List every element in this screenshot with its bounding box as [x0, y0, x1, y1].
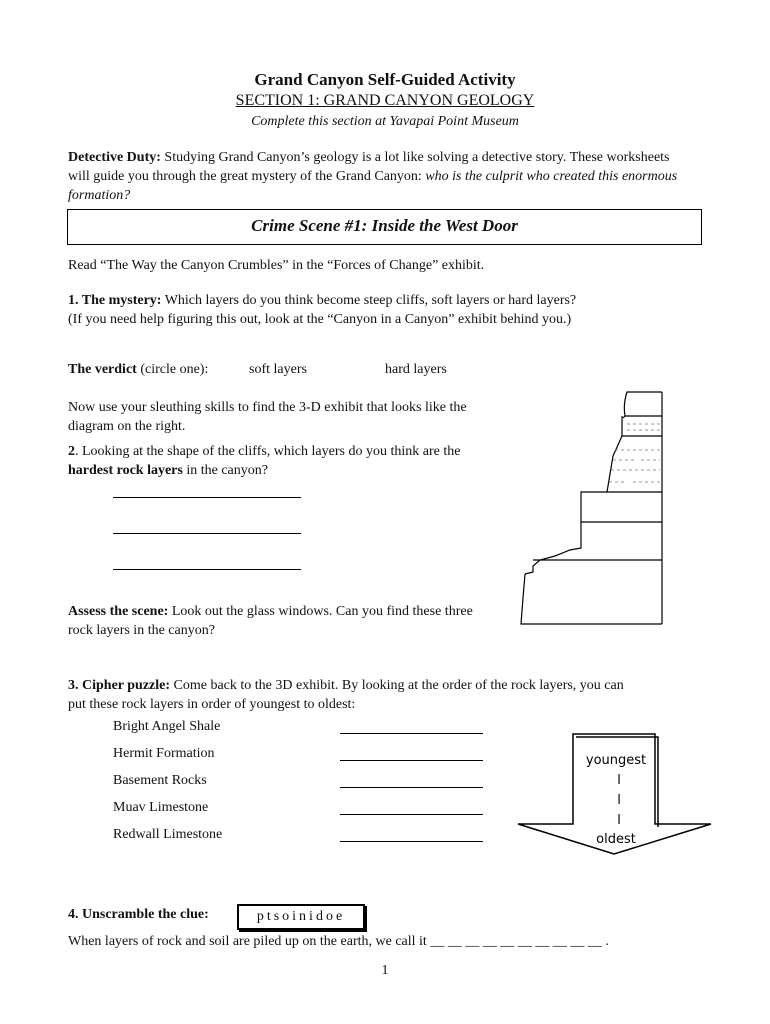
scrambled-word-box: ptsoinidoe: [237, 904, 365, 930]
question-4-label: 4. Unscramble the clue:: [68, 907, 209, 922]
arrow-tick-3: l: [617, 813, 621, 828]
question-2-bold: hardest rock layers: [68, 463, 183, 478]
question-3-text: Come back to the 3D exhibit. By looking at the order of the rock layers, you can put these rock layers in order of youngest to oldest:: [68, 678, 624, 712]
layer-label-1: Bright Angel Shale: [113, 719, 221, 734]
arrow-tick-1: l: [617, 773, 621, 788]
location-note: Complete this section at Yavapai Point Museum: [251, 114, 519, 129]
answer-line-2[interactable]: [113, 533, 301, 534]
question-1: [68, 291, 668, 329]
assess-paragraph: [68, 602, 488, 640]
answer-line-3[interactable]: [113, 569, 301, 570]
intro-label: Detective Duty:: [68, 150, 161, 165]
verdict-option-hard[interactable]: hard layers: [385, 362, 447, 377]
question-1-text: Which layers do you think become steep cliffs, soft layers or hard layers?: [161, 293, 577, 308]
question-2-text: . Looking at the shape of the cliffs, which layers do you think are the: [75, 444, 461, 459]
layer-label-3: Basement Rocks: [113, 773, 207, 788]
youngest-to-oldest-arrow: [512, 728, 717, 858]
intro-text: Studying Grand Canyon’s geology is a lot like solving a detective story. These worksheets will guide you through the great mystery of the Grand Canyon:: [68, 150, 670, 184]
question-2-suffix: in the canyon?: [182, 463, 268, 478]
arrow-tick-2: l: [617, 793, 621, 808]
assess-label: Assess the scene:: [68, 604, 169, 619]
verdict-row: [68, 362, 208, 378]
crime-scene-box: [67, 209, 702, 245]
arrow-label-youngest: youngest: [585, 753, 647, 768]
layer-label-5: Redwall Limestone: [113, 827, 223, 842]
layer-label-2: Hermit Formation: [113, 746, 215, 761]
verdict-option-soft[interactable]: soft layers: [249, 362, 307, 377]
question-3-label: 3. Cipher puzzle:: [68, 678, 171, 693]
sleuth-paragraph: Now use your sleuthing skills to find the 3-D exhibit that looks like the diagram on the right.: [68, 400, 467, 434]
layer-blank-4[interactable]: [340, 814, 483, 815]
question-2: [68, 442, 508, 480]
layer-blank-1[interactable]: [340, 733, 483, 734]
verdict-label: The verdict: [68, 362, 137, 377]
page-title: Grand Canyon Self-Guided Activity: [254, 70, 516, 89]
crime-scene-title: Crime Scene #1: Inside the West Door: [251, 216, 518, 235]
layer-blank-5[interactable]: [340, 841, 483, 842]
question-4-sentence: [68, 934, 609, 950]
layer-blank-3[interactable]: [340, 787, 483, 788]
intro-paragraph: [68, 148, 678, 205]
question-1-label: 1. The mystery:: [68, 293, 162, 308]
answer-line-1[interactable]: [113, 497, 301, 498]
question-1-hint: (If you need help figuring this out, look at the “Canyon in a Canyon” exhibit behind you.): [68, 312, 572, 327]
layer-label-4: Muav Limestone: [113, 800, 209, 815]
page-number: 1: [381, 963, 389, 978]
canyon-cliff-diagram: [515, 388, 665, 633]
section-heading: SECTION 1: GRAND CANYON GEOLOGY: [235, 92, 535, 109]
arrow-label-oldest: oldest: [596, 832, 636, 847]
intro-question: who is the culprit who created this enormous formation?: [68, 169, 678, 203]
verdict-suffix: (circle one):: [136, 362, 209, 377]
question-3: [68, 676, 628, 714]
question-2-number: 2: [68, 444, 75, 459]
question-4-blanks[interactable]: __ __ __ __ __ __ __ __ __ __ .: [430, 934, 609, 949]
read-instruction: Read “The Way the Canyon Crumbles” in the “Forces of Change” exhibit.: [68, 258, 485, 273]
assess-text: Look out the glass windows. Can you find these three rock layers in the canyon?: [68, 604, 473, 638]
layer-blank-2[interactable]: [340, 760, 483, 761]
question-4-text: When layers of rock and soil are piled up on the earth, we call it: [68, 934, 427, 949]
